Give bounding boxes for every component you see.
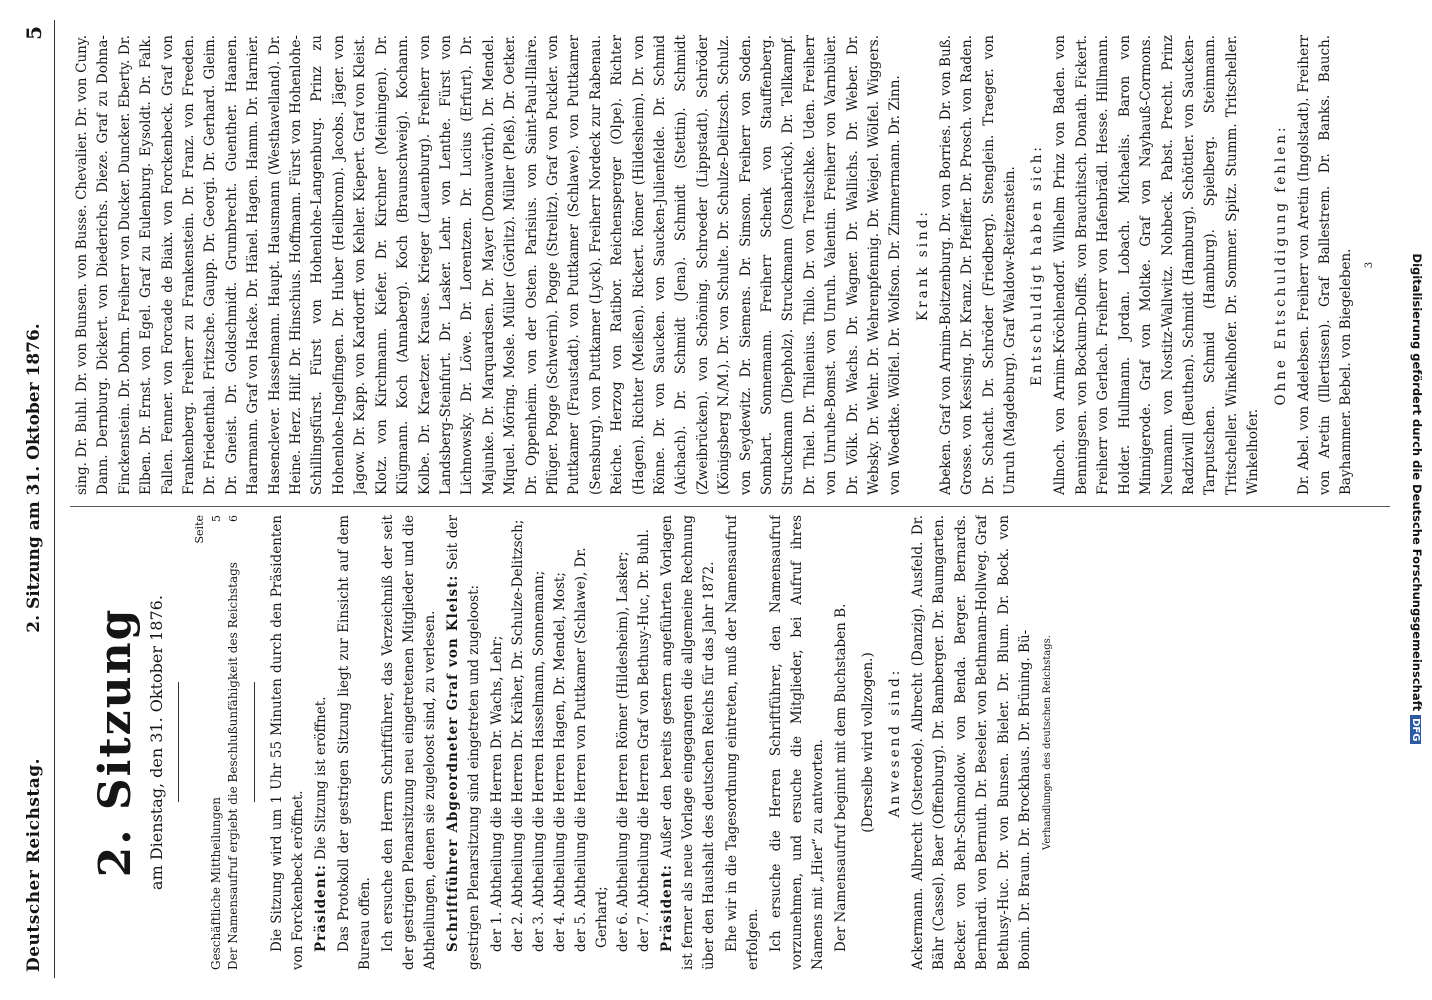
sick-heading: Krank sind: [914,209,931,321]
running-head [18,20,55,978]
absent-members-list: Dr. Abel. von Adelebsen. Freiherr von Aretin (Ingolstadt). Freiherr von Aretin (Illertissen). Graf Ballestrem. Dr. Banks. Bauch. Bayhammer. Bebel. von Biegeleben. [1295,35,1355,495]
speaker-name: Schriftführer Abgeordneter Graf von Kleist: [445,574,461,952]
statement-text: Seit der gestrigen Plenarsitzung sind eingetreten und zugeloost: [445,515,482,970]
toc-entry-text: Geschäftliche Mittheilungen [209,797,223,970]
secretary-statement [443,515,485,970]
paragraph: Ich ersuche die Herren Schriftführer, den Namensaufruf vorzunehmen, und ersuche die Mitglieder, bei Aufruf ihres Namens mit „Hier“ zu antworten. [768,515,826,970]
paragraph: Ich ersuche den Herrn Schriftführer, das Verzeichniß der seit der gestrigen Plenarsitzung neu eingetretenen Mitglieder und die Abtheilungen, denen sie zugeloost sind, zu verlesen. [380,515,438,970]
absent-heading: Ohne Entschuldigung fehlen: [1272,124,1289,406]
toc-page-label: Seite [193,515,206,544]
right-column [70,35,1410,495]
sick-members-list: Abeken. Graf von Arnim-Boitzenburg. Dr. von Borries. Dr. von Buß. Grosse. von Kessing. Dr. Kranz. Dr. Pfeiffer. Dr. Prosch. von Raden. Dr. Schacht. Dr. Schröder (Friedberg). Stenglein. Traeger. von Unruh (Magdeburg). Graf Waldow-Reitzenstein. [937,35,1019,495]
opening-paragraph: Die Sitzung wird um 1 Uhr 55 Minuten durch den Präsidenten von Forckenbeck eröffnet. [269,515,306,970]
president-statement [657,515,720,970]
credit-text: Digitalisierung gefördert durch die Deutsche Forschungsgemeinschaft [1410,253,1424,712]
printer-signature: Verhandlungen des deutschen Reichstags. [1042,635,1054,850]
paragraph: Das Protokoll der gestrigen Sitzung liegt zur Einsicht auf dem Bureau offen. [336,515,373,970]
publication-title: Deutscher Reichstag. [24,757,44,972]
page-number: 5 [22,26,46,40]
excused-members-list: Allnoch. von Arnim-Kröchlendorf. Wilhelm Prinz von Baden. von Benningsen. von Bockum-Dolffs. von Brauchitsch. Donath. Fickert. Freiherr von Gerlach. Freiherr von Hafenbrädl. Hesse. Hillmann. Holder. Hullmann. Jordan. Lobach. Michaelis. Baron von Minnigerode. Graf von Moltke. Graf von Nayhauß-Cormons. Neumann. von Nostitz-Wallwitz. Nohbeck. Pabst. Precht. Prinz Radziwill (Beuthen). Schmidt (Hamburg). Schöttler. von Saucken-Tarputschen. Schmid (Hamburg). Spielberg. Steinmann. Tritscheller. Winkelhofer. Dr. Sommer. Spitz. Stumm. Tritscheller. Winkelhofer. [1052,35,1262,495]
session-title: 2. Sitzung [90,607,141,878]
speaker-name: Präsident: [659,864,675,952]
paragraph: Ehe wir in die Tagesordnung eintreten, muß der Namensaufruf erfolgen. [724,515,761,970]
table-of-contents [191,515,242,970]
section-assignment: der 2. Abtheilung die Herren Dr. Kräher, Dr. Schulze-Delitzsch; [510,519,526,952]
column-divider [70,506,1390,507]
section-assignment: der 5. Abtheilung die Herren von Puttkamer (Schlawe), Dr. Gerhard; [573,547,610,952]
section-assignment: der 3. Abtheilung die Herren Hasselmann, Sonnemann; [531,570,547,952]
toc-entry [225,515,242,970]
president-statement [311,515,332,970]
left-column [70,515,1410,970]
toc-entry-page: 6 [227,515,240,522]
section-assignment: der 7. Abtheilung die Herren Graf von Bethusy-Huc, Dr. Buhl. [636,529,652,952]
present-members-list-continued: sing. Dr. Buhl. Dr. von Bunsen. von Busse. Chevalier. Dr. von Cuny. Dann. Dernburg. Dickert. von Diederichs. Dieze. Graf zu Dohna-Finckenstein. Dr. Dohrn. Freiherr von Ducker. Duncker. Eberty. Dr. Elben. Dr. Ernst. von Egel. Graf zu Eulenburg. Eysoldt. Dr. Falk. Fallen. Fenner. von Forcade de Biaix. von Forckenbeck. Graf von Frankenberg. Freiherr zu Frankenstein. Dr. Franz. von Freeden. Dr. Friedenthal. Fritzsche. Gaupp. Dr. Georgi. Dr. Gerhard. Gleim. Dr. Gneist. Dr. Goldschmidt. Grumbrecht. Guenther. Haanen. Haarmann. Graf von Hacke. Dr. Hänel. Hagen. Hamm. Dr. Harnier. Hasenclever. Hasselmann. Haupt. Hausmann (Westhavelland). Dr. Heine. Herz. Hilf. Dr. Hinschius. Hoffmann. Fürst von Hohenlohe-Schillingsfürst. Fürst von Hohenlohe-Langenburg. Prinz zu Hohenlohe-Ingelfingen. Dr. Huber (Heilbronn). Jacobs. Jäger. von Jagow. Dr. Kapp. von Kardorff. von Kehler. Kiepert. Graf von Kleist. Klotz. von Kirchmann. Kiefer. Dr. Kirchner (Meiningen). Dr. Klügmann. Koch (Annaberg). Koch (Braunschweig). Kochann. Kolbe. Dr. Kraetzer. Krause. Krieger (Lauenburg). Freiherr von Landsberg-Steinfurt. Dr. Lasker. Lehr. von Lenthe. Fürst von Lichnowsky. Dr. Löwe. Dr. Lorentzen. Dr. Lucius (Erfurt). Dr. Majunke. Dr. Marquardsen. Dr. Mayer (Donauwörth). Dr. Mendel. Miquel. Möring. Mosle. Müller (Görlitz). Müller (Pleß). Dr. Oetker. Dr. Oppenheim. von der Osten. Parisius. von Saint-Paul-Illaire. Pflüger. Pogge (Schwerin). Pogge (Strelitz). Graf von Puckler. von Puttkamer (Fraustadt). von Puttkamer (Schlawe). von Puttkamer (Sensburg). von Puttkamer (Lyck). Freiherr Nordeck zur Rabenau. Reiche. Herzog von Ratibor. Reichensperger (Olpe). Richter (Hagen). Richter (Meißen). Rickert. Römer (Hildesheim). Dr. von Rönne. Dr. von Saucken. von Saucken-Julienfelde. Dr. Schmid (Aichach). Dr. Schmidt (Jena). Schmidt (Stettin). Schmidt (Zweibrücken). von Schöning. Schroeder (Lippstadt). Schröder (Königsberg N./M.). Dr. von Schulte. Dr. Schulze-Delitzsch. Schulz. von Seydewitz. Dr. Siemens. Dr. Simson. Freiherr von Soden. Sombart. Sonnemann. Freiherr Schenk von Stauffenberg. Struckmann (Diepholz). Struckmann (Osnabrück). Dr. Tellkampf. Dr. Thiel. Dr. Thilenius. Thilo. Dr. von Treitschke. Uden. Freiherr von Unruhe-Bomst. von Unruh. Valentin. Freiherr von Varnbüler. Dr. Völk. Dr. Wachs. Dr. Wagner. Dr. Wallichs. Dr. Weber. Dr. Websky. Dr. Wehr. Dr. Wehrenpfennig. Dr. Weigel. Wölfel. Wiggers. von Woedtke. Wölfel. Dr. Wolfson. Dr. Zimmermann. Dr. Zinn. [74,35,904,495]
present-heading: Anwesend sind: [887,667,903,818]
section-assignment: der 4. Abtheilung die Herren Hagen, Dr. Mendel, Most; [552,572,568,952]
toc-entry-text: Der Namensaufruf ergiebt die Beschlußunfähigkeit des Reichstags [226,562,240,970]
excused-heading: Entschuldigt haben sich: [1029,144,1046,386]
paragraph: Der Namensaufruf beginnt mit dem Buchstaben B. [833,603,849,952]
toc-entry [208,515,225,970]
present-members-list: Ackermann. Albrecht (Osterode). Albrecht (Danzig). Ausfeld. Dr. Bähr (Cassel). Baer (Offenburg). Dr. Bamberger. Dr. Baumgarten. Becker. von Behr-Schmoldow. von Benda. Berger. Bernards. Bernhardi. von Bernuth. Dr. Beseler. von Bethmann-Hollweg. Graf Bethusy-Huc. Dr. von Bunsen. Bieler. Dr. Blum. Dr. Bock. von Bonin. Dr. Braun. Dr. Brockhaus. Dr. Brüning. Bü- [910,515,1034,970]
statement-text: Die Sitzung ist eröffnet. [313,696,329,860]
dfg-logo: DFG [1410,715,1421,744]
divider [254,683,255,803]
statement-text: Außer den bereits gestern angeführten Vorlagen ist ferner als neue Vorlage eingegangen die allgemeine Rechnung über den Haushalt des deutschen Reichs für das Jahr 1872. [659,515,717,970]
section-assignment: der 6. Abtheilung die Herren Römer (Hildesheim), Lasker; [615,551,631,952]
session-date: am Dienstag, den 31. Oktober 1876. [147,595,166,890]
speaker-name: Präsident: [313,864,329,952]
divider [178,683,179,803]
digitization-credit [1404,20,1430,980]
procedural-note: (Derselbe wird vollzogen.) [860,652,876,833]
session-header: 2. Sitzung am 31. Oktober 1876. [24,323,44,633]
toc-entry-page: 5 [210,515,223,522]
section-assignment: der 1. Abtheilung die Herren Dr. Wachs, Lehr; [489,635,505,952]
sheet-signature: 3 [1363,261,1375,269]
